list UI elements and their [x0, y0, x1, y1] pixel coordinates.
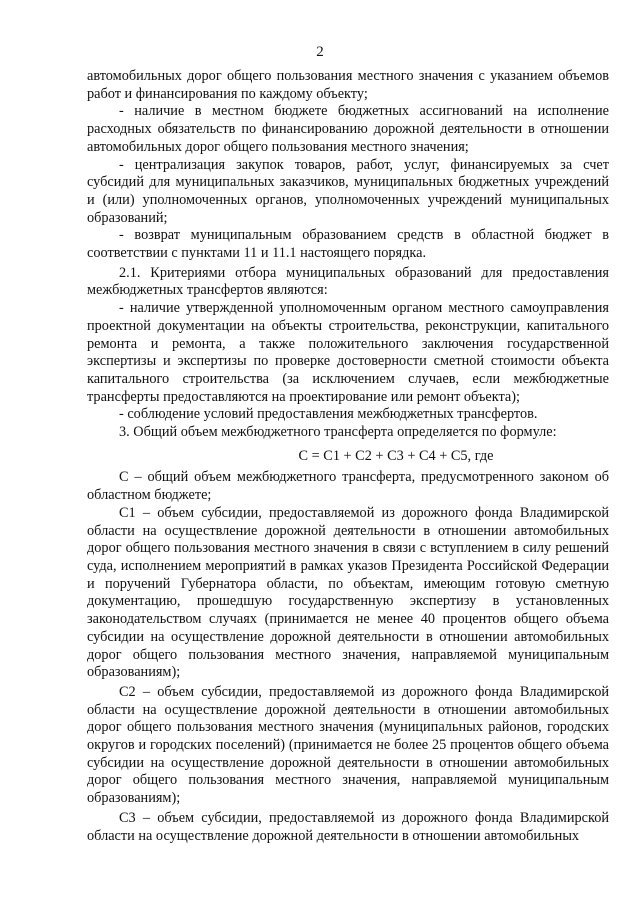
paragraph-c2-definition: С2 – объем субсидии, предоставляемой из дорожного фонда Владимирской области на осуществление дорожной деятельности в отношении автомобильных дорог общего пользования местного значения (муниципальных районов, городских округов и городских поселений) (принимается не более 25 процентов общего объема субсидии на осуществление дорожной деятельности в отношении автомобильных дорог общего пользования местного значения, направляемой муниципальным образованиям); — [87, 683, 609, 807]
paragraph-c1-definition: С1 – объем субсидии, предоставляемой из дорожного фонда Владимирской области на осуществление дорожной деятельности в отношении автомобильных дорог общего пользования местного значения в связи с вступлением в силу решений суда, исполнением мероприятий в рамках указов Президента Российской Федерации и поручений Губернатора области, по объектам, имеющим готовую сметную документацию, прошедшую государственную экспертизу в установленных законодательством случаях (принимается не менее 40 процентов общего объема субсидии на осуществление дорожной деятельности в отношении автомобильных дорог общего пользования местного значения, направляемой муниципальным образованиям); — [87, 504, 609, 681]
formula-text: С = С1 + С2 + С3 + С4 + С5, где — [298, 447, 494, 464]
formula — [87, 448, 609, 466]
paragraph-compliance: - соблюдение условий предоставления межбюджетных трансфертов. — [119, 406, 538, 423]
page-number: 2 — [316, 44, 324, 60]
paragraph-3-total-volume: 3. Общий объем межбюджетного трансферта определяется по формуле: — [119, 424, 557, 441]
paragraph-c3-definition: С3 – объем субсидии, предоставляемой из дорожного фонда Владимирской области на осуществление дорожной деятельности в отношении автомобильных — [87, 809, 609, 844]
paragraph-centralized-procurement: - централизация закупок товаров, работ, услуг, финансируемых за счет субсидий для муниципальных заказчиков, муниципальных бюджетных учреждений и (или) уполномоченных органов, уполномоченных учреждений муниципальных образований; — [87, 156, 609, 226]
paragraph-2-1-criteria: 2.1. Критериями отбора муниципальных образований для предоставления межбюджетных трансфертов являются: — [87, 264, 609, 299]
paragraph-continuation: автомобильных дорог общего пользования местного значения с указанием объемов работ и финансирования по каждому объекту; — [87, 68, 609, 102]
paragraph-c-definition: С – общий объем межбюджетного трансферта, предусмотренного законом об областном бюджете; — [87, 469, 609, 504]
document-body — [87, 68, 609, 845]
paragraph-budget-allocations: - наличие в местном бюджете бюджетных ассигнований на исполнение расходных обязательств по финансированию дорожной деятельности в отношении автомобильных дорог общего пользования местного значения; — [87, 103, 609, 155]
paragraph-approved-documentation: - наличие утвержденной уполномоченным органом местного самоуправления проектной документации на объекты строительства, реконструкции, капитального ремонта и ремонта, а также положительного заключения государственной экспертизы и экспертизы по проверке достоверности сметной стоимости объекта капитального строительства (за исключением случаев, если межбюджетные трансферты предоставляются на проектирование или ремонт объекта); — [87, 300, 609, 405]
paragraph-funds-return: - возврат муниципальным образованием средств в областной бюджет в соответствии с пунктами 11 и 11.1 настоящего порядка. — [87, 227, 609, 262]
